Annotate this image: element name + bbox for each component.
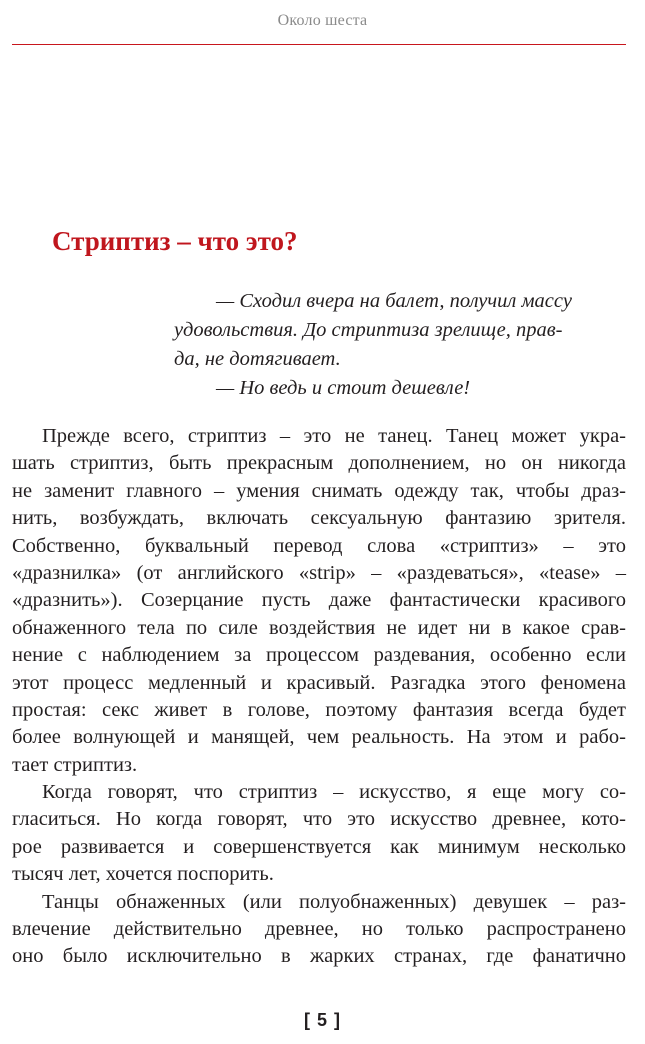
body-line: Танцы обнаженных (или полуобнаженных) девушек – раз-: [42, 890, 626, 913]
body-line: простая: секс живет в голове, поэтому фантазия всегда будет: [12, 698, 626, 721]
body-line: Когда говорят, что стриптиз – искусство, я еще могу со-: [42, 781, 626, 804]
body-line: гласиться. Но когда говорят, что это искусство древнее, кото-: [12, 808, 626, 831]
body-line: рое развивается и совершенствуется как минимум несколько: [12, 835, 626, 858]
epigraph-line: — Сходил вчера на балет, получил массу: [216, 290, 572, 312]
body-line: шать стриптиз, быть прекрасным дополнением, но он никогда: [12, 452, 626, 475]
body-line: Прежде всего, стриптиз – это не танец. Танец может укра-: [42, 425, 626, 447]
body-text: [12, 423, 626, 971]
chapter-title: Стриптиз – что это?: [52, 226, 298, 256]
epigraph-line: да, не дотягивает.: [174, 348, 341, 370]
body-line: «дразнилка» (от английского «strip» – «раздеваться», «tease» –: [12, 561, 626, 584]
epigraph-line: удовольствия. До стриптиза зрелище, прав-: [174, 319, 563, 341]
body-line: более волнующей и манящей, чем реальность. На этом и рабо-: [12, 726, 626, 749]
page-number: [ 5 ]: [303, 1010, 341, 1030]
body-line: оно было исключительно в жарких странах, где фанатично: [12, 945, 626, 968]
body-line: нить, возбуждать, включать сексуальную фантазию зрителя.: [12, 507, 626, 530]
body-line: Собственно, буквальный перевод слова «стриптиз» – это: [12, 534, 626, 557]
epigraph: [174, 287, 626, 403]
body-line: «дразнить»). Созерцание пусть даже фантастически красивого: [12, 589, 626, 612]
body-line: обнаженного тела по силе воздействия не идет ни в какое срав-: [12, 616, 626, 639]
epigraph-line: — Но ведь и стоит дешевле!: [216, 377, 471, 399]
body-line: нение с наблюдением за процессом раздевания, особенно если: [12, 644, 626, 667]
body-line: тает стриптиз.: [12, 753, 138, 776]
body-line: не заменит главного – умения снимать одежду так, чтобы драз-: [12, 479, 626, 502]
body-line: влечение действительно древнее, но только распространено: [12, 918, 626, 941]
body-line: этот процесс медленный и красивый. Разгадка этого феномена: [12, 671, 626, 694]
body-line: тысяч лет, хочется поспорить.: [12, 863, 274, 886]
running-head: Около шеста: [277, 12, 368, 29]
header-rule: [12, 44, 626, 45]
